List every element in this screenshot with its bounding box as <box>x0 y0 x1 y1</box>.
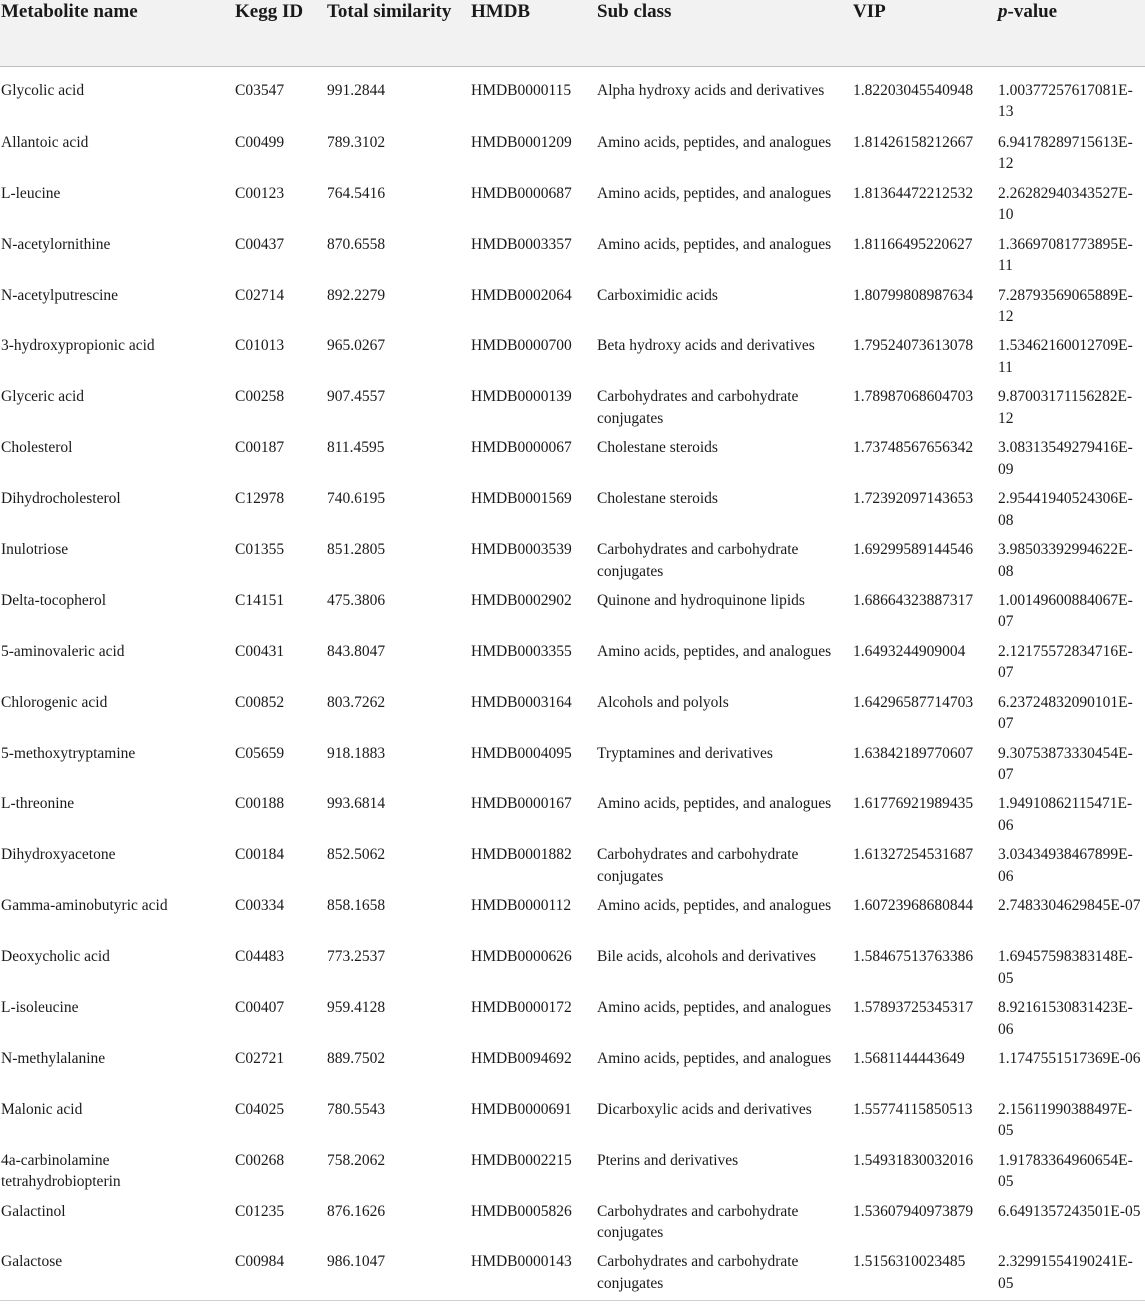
cell-kegg-id: C00499 <box>235 133 285 151</box>
cell-p-value: 2.26282940343527E-10 <box>998 184 1133 224</box>
cell-kegg-id: C02721 <box>235 1049 285 1067</box>
cell-metabolite-name: Glyceric acid <box>1 388 85 406</box>
cell-hmdb: HMDB0002902 <box>471 591 572 609</box>
cell-p-value: 6.94178289715613E-12 <box>998 133 1133 173</box>
cell-kegg-id: C01355 <box>235 541 285 559</box>
cell-hmdb: HMDB0000626 <box>471 948 572 966</box>
cell-p-value: 2.12175572834716E-07 <box>998 642 1133 682</box>
cell-vip: 1.60723968680844 <box>853 897 974 915</box>
cell-total-similarity: 993.6814 <box>327 795 386 813</box>
cell-sub-class: Amino acids, peptides, and analogues <box>597 897 832 915</box>
cell-metabolite-name: Delta-tocopherol <box>1 591 107 609</box>
cell-hmdb: HMDB0000700 <box>471 337 572 355</box>
cell-sub-class: Amino acids, peptides, and analogues <box>597 642 832 660</box>
table-row <box>0 690 1145 741</box>
cell-vip: 1.78987068604703 <box>853 388 974 406</box>
cell-metabolite-name: Galactinol <box>1 1202 66 1220</box>
header-metabolite-name: Metabolite name <box>0 0 234 66</box>
cell-sub-class: Carboximidic acids <box>597 286 718 304</box>
cell-vip: 1.58467513763386 <box>853 948 974 966</box>
cell-vip: 1.69299589144546 <box>853 541 974 559</box>
cell-p-value: 3.98503392994622E-08 <box>998 541 1133 580</box>
cell-kegg-id: C00184 <box>235 846 285 864</box>
cell-hmdb: HMDB0000687 <box>471 184 572 202</box>
header-sub-class: Sub class <box>596 0 852 66</box>
cell-hmdb: HMDB0094692 <box>471 1049 572 1067</box>
cell-hmdb: HMDB0003539 <box>471 541 572 559</box>
cell-sub-class: Bile acids, alcohols and derivatives <box>597 948 817 966</box>
cell-p-value: 7.28793569065889E-12 <box>998 286 1133 326</box>
cell-p-value: 6.6491357243501E-05 <box>998 1202 1141 1220</box>
cell-vip: 1.81364472212532 <box>853 184 974 202</box>
table-row <box>0 842 1145 893</box>
cell-hmdb: HMDB0000167 <box>471 795 572 813</box>
table-row <box>0 944 1145 995</box>
cell-p-value: 3.03434938467899E-06 <box>998 846 1133 885</box>
cell-kegg-id: C00123 <box>235 184 285 202</box>
cell-metabolite-name: Dihydrocholesterol <box>1 490 121 508</box>
cell-total-similarity: 789.3102 <box>327 133 386 151</box>
cell-total-similarity: 959.4128 <box>327 999 386 1017</box>
cell-p-value: 8.92161530831423E-06 <box>998 999 1133 1038</box>
cell-kegg-id: C00268 <box>235 1151 285 1169</box>
cell-hmdb: HMDB0000691 <box>471 1100 572 1118</box>
cell-total-similarity: 843.8047 <box>327 642 386 660</box>
cell-p-value: 6.23724832090101E-07 <box>998 693 1133 733</box>
table-row <box>0 1249 1145 1300</box>
table-row <box>0 1046 1145 1097</box>
cell-metabolite-name: Malonic acid <box>1 1100 83 1118</box>
cell-sub-class: Pterins and derivatives <box>597 1151 739 1169</box>
cell-vip: 1.82203045540948 <box>853 81 974 99</box>
cell-vip: 1.72392097143653 <box>853 490 974 508</box>
table-row <box>0 791 1145 842</box>
table-row <box>0 181 1145 232</box>
cell-sub-class: Carbohydrates and carbohydrate conjugates <box>597 1253 799 1292</box>
cell-sub-class: Carbohydrates and carbohydrate conjugates <box>597 541 799 580</box>
cell-kegg-id: C00437 <box>235 235 285 253</box>
cell-kegg-id: C00334 <box>235 897 285 915</box>
cell-kegg-id: C00258 <box>235 388 285 406</box>
cell-metabolite-name: Cholesterol <box>1 439 73 457</box>
table-row <box>0 995 1145 1046</box>
cell-total-similarity: 811.4595 <box>327 439 385 457</box>
cell-total-similarity: 889.7502 <box>327 1049 386 1067</box>
cell-sub-class: Cholestane steroids <box>597 490 718 508</box>
cell-hmdb: HMDB0000112 <box>471 897 572 915</box>
cell-vip: 1.53607940973879 <box>853 1202 974 1220</box>
cell-sub-class: Amino acids, peptides, and analogues <box>597 999 832 1017</box>
cell-p-value: 1.91783364960654E-05 <box>998 1151 1133 1191</box>
cell-metabolite-name: Allantoic acid <box>1 133 89 151</box>
cell-total-similarity: 780.5543 <box>327 1100 386 1118</box>
cell-vip: 1.63842189770607 <box>853 744 974 762</box>
cell-vip: 1.81166495220627 <box>853 235 973 253</box>
cell-sub-class: Alcohols and polyols <box>597 693 729 711</box>
cell-total-similarity: 965.0267 <box>327 337 386 355</box>
cell-metabolite-name: 5-methoxytryptamine <box>1 744 136 762</box>
cell-p-value: 1.1747551517369E-06 <box>998 1049 1141 1067</box>
table-row <box>0 537 1145 588</box>
cell-kegg-id: C14151 <box>235 591 285 609</box>
table-row <box>0 283 1145 334</box>
cell-hmdb: HMDB0001209 <box>471 133 572 151</box>
cell-total-similarity: 475.3806 <box>327 591 386 609</box>
cell-hmdb: HMDB0000115 <box>471 81 572 99</box>
table-row <box>0 130 1145 181</box>
cell-sub-class: Amino acids, peptides, and analogues <box>597 133 832 151</box>
cell-hmdb: HMDB0000067 <box>471 439 572 457</box>
cell-hmdb: HMDB0000139 <box>471 388 572 406</box>
cell-metabolite-name: 4a-carbinolamine tetrahydrobiopterin <box>1 1151 121 1191</box>
table-row <box>0 486 1145 537</box>
cell-p-value: 2.15611990388497E-05 <box>998 1100 1133 1140</box>
cell-p-value: 2.32991554190241E-05 <box>998 1253 1133 1292</box>
cell-total-similarity: 773.2537 <box>327 948 386 966</box>
cell-p-value: 1.94910862115471E-06 <box>998 795 1133 834</box>
bottom-rule <box>0 1300 1145 1301</box>
cell-total-similarity: 764.5416 <box>327 184 386 202</box>
cell-p-value: 2.95441940524306E-08 <box>998 490 1133 529</box>
cell-vip: 1.5681144443649 <box>853 1049 965 1067</box>
header-p-value <box>997 0 1145 66</box>
cell-kegg-id: C01013 <box>235 337 285 355</box>
cell-kegg-id: C01235 <box>235 1202 285 1220</box>
cell-kegg-id: C00407 <box>235 999 285 1017</box>
cell-hmdb: HMDB0000143 <box>471 1253 572 1271</box>
cell-vip: 1.79524073613078 <box>853 337 974 355</box>
cell-metabolite-name: L-isoleucine <box>1 999 79 1017</box>
cell-hmdb: HMDB0001882 <box>471 846 572 864</box>
cell-hmdb: HMDB0003164 <box>471 693 572 711</box>
cell-total-similarity: 858.1658 <box>327 897 386 915</box>
cell-metabolite-name: Inulotriose <box>1 541 69 559</box>
cell-kegg-id: C02714 <box>235 286 285 304</box>
cell-kegg-id: C00431 <box>235 642 285 660</box>
cell-metabolite-name: Gamma-aminobutyric acid <box>1 897 168 915</box>
cell-sub-class: Cholestane steroids <box>597 439 718 457</box>
cell-sub-class: Carbohydrates and carbohydrate conjugates <box>597 1202 799 1242</box>
cell-sub-class: Beta hydroxy acids and derivatives <box>597 337 815 355</box>
cell-metabolite-name: L-threonine <box>1 795 75 813</box>
cell-metabolite-name: Deoxycholic acid <box>1 948 110 966</box>
cell-hmdb: HMDB0000172 <box>471 999 572 1017</box>
cell-total-similarity: 907.4557 <box>327 388 386 406</box>
table-row <box>0 893 1145 944</box>
cell-vip: 1.55774115850513 <box>853 1100 973 1118</box>
cell-vip: 1.80799808987634 <box>853 286 974 304</box>
cell-vip: 1.5156310023485 <box>853 1253 966 1271</box>
cell-p-value: 1.36697081773895E-11 <box>998 235 1133 275</box>
table-row <box>0 435 1145 486</box>
header-hmdb: HMDB <box>470 0 596 66</box>
cell-sub-class: Amino acids, peptides, and analogues <box>597 235 832 253</box>
cell-vip: 1.81426158212667 <box>853 133 974 151</box>
cell-metabolite-name: N-acetylornithine <box>1 235 111 253</box>
cell-kegg-id: C12978 <box>235 490 285 508</box>
table-row <box>0 384 1145 435</box>
cell-metabolite-name: N-methylalanine <box>1 1049 106 1067</box>
cell-sub-class: Dicarboxylic acids and derivatives <box>597 1100 812 1118</box>
cell-p-value: 1.00149600884067E-07 <box>998 591 1133 631</box>
cell-sub-class: Amino acids, peptides, and analogues <box>597 1049 832 1067</box>
cell-sub-class: Amino acids, peptides, and analogues <box>597 184 832 202</box>
table-row <box>0 1199 1145 1250</box>
cell-vip: 1.68664323887317 <box>853 591 974 609</box>
table-row <box>0 639 1145 690</box>
cell-kegg-id: C00984 <box>235 1253 285 1271</box>
cell-total-similarity: 870.6558 <box>327 235 386 253</box>
cell-p-value: 9.30753873330454E-07 <box>998 744 1133 784</box>
header-total-similarity: Total similarity <box>326 0 470 66</box>
table-row <box>0 66 1145 130</box>
table-row <box>0 588 1145 639</box>
cell-sub-class: Quinone and hydroquinone lipids <box>597 591 805 609</box>
header-p-italic: p <box>998 1 1008 22</box>
cell-kegg-id: C04483 <box>235 948 285 966</box>
cell-sub-class: Carbohydrates and carbohydrate conjugates <box>597 388 799 427</box>
cell-vip: 1.64296587714703 <box>853 693 974 711</box>
header-vip: VIP <box>852 0 997 66</box>
cell-p-value: 1.69457598383148E-05 <box>998 948 1133 987</box>
table-row <box>0 741 1145 792</box>
cell-kegg-id: C00852 <box>235 693 285 711</box>
table-row <box>0 1097 1145 1148</box>
cell-sub-class: Tryptamines and derivatives <box>597 744 773 762</box>
cell-metabolite-name: Galactose <box>1 1253 63 1271</box>
cell-metabolite-name: Glycolic acid <box>1 81 85 99</box>
cell-total-similarity: 851.2805 <box>327 541 386 559</box>
cell-total-similarity: 991.2844 <box>327 81 386 99</box>
cell-hmdb: HMDB0003357 <box>471 235 572 253</box>
cell-kegg-id: C04025 <box>235 1100 285 1118</box>
cell-hmdb: HMDB0004095 <box>471 744 572 762</box>
cell-p-value: 1.00377257617081E-13 <box>998 81 1133 120</box>
cell-hmdb: HMDB0002064 <box>471 286 572 304</box>
cell-hmdb: HMDB0003355 <box>471 642 572 660</box>
header-kegg-id: Kegg ID <box>234 0 326 66</box>
table-row <box>0 232 1145 283</box>
table-body <box>0 66 1145 1300</box>
cell-sub-class: Amino acids, peptides, and analogues <box>597 795 832 813</box>
cell-total-similarity: 852.5062 <box>327 846 386 864</box>
cell-total-similarity: 803.7262 <box>327 693 386 711</box>
cell-hmdb: HMDB0002215 <box>471 1151 572 1169</box>
cell-p-value: 3.08313549279416E-09 <box>998 439 1133 478</box>
cell-kegg-id: C00187 <box>235 439 285 457</box>
cell-sub-class: Alpha hydroxy acids and derivatives <box>597 81 825 99</box>
cell-p-value: 9.87003171156282E-12 <box>998 388 1133 427</box>
cell-total-similarity: 918.1883 <box>327 744 386 762</box>
cell-sub-class: Carbohydrates and carbohydrate conjugates <box>597 846 799 885</box>
cell-vip: 1.54931830032016 <box>853 1151 974 1169</box>
cell-total-similarity: 740.6195 <box>327 490 386 508</box>
cell-metabolite-name: N-acetylputrescine <box>1 286 119 304</box>
cell-metabolite-name: Dihydroxyacetone <box>1 846 116 864</box>
cell-metabolite-name: L-leucine <box>1 184 61 202</box>
cell-hmdb: HMDB0005826 <box>471 1202 572 1220</box>
cell-vip: 1.61327254531687 <box>853 846 974 864</box>
cell-vip: 1.73748567656342 <box>853 439 974 457</box>
table-row <box>0 333 1145 384</box>
cell-vip: 1.6493244909004 <box>853 642 966 660</box>
cell-kegg-id: C03547 <box>235 81 285 99</box>
cell-metabolite-name: 5-aminovaleric acid <box>1 642 125 660</box>
cell-p-value: 2.7483304629845E-07 <box>998 897 1141 915</box>
cell-metabolite-name: 3-hydroxypropionic acid <box>1 337 155 355</box>
cell-vip: 1.57893725345317 <box>853 999 974 1017</box>
cell-hmdb: HMDB0001569 <box>471 490 572 508</box>
header-p-suffix: -value <box>1007 1 1058 22</box>
cell-metabolite-name: Chlorogenic acid <box>1 693 108 711</box>
cell-total-similarity: 892.2279 <box>327 286 386 304</box>
cell-total-similarity: 758.2062 <box>327 1151 386 1169</box>
header-row <box>0 0 1145 66</box>
cell-vip: 1.61776921989435 <box>853 795 974 813</box>
cell-total-similarity: 876.1626 <box>327 1202 386 1220</box>
cell-kegg-id: C05659 <box>235 744 285 762</box>
cell-p-value: 1.53462160012709E-11 <box>998 337 1133 376</box>
table-row <box>0 1148 1145 1199</box>
table-header <box>0 0 1145 66</box>
cell-kegg-id: C00188 <box>235 795 285 813</box>
cell-total-similarity: 986.1047 <box>327 1253 386 1271</box>
